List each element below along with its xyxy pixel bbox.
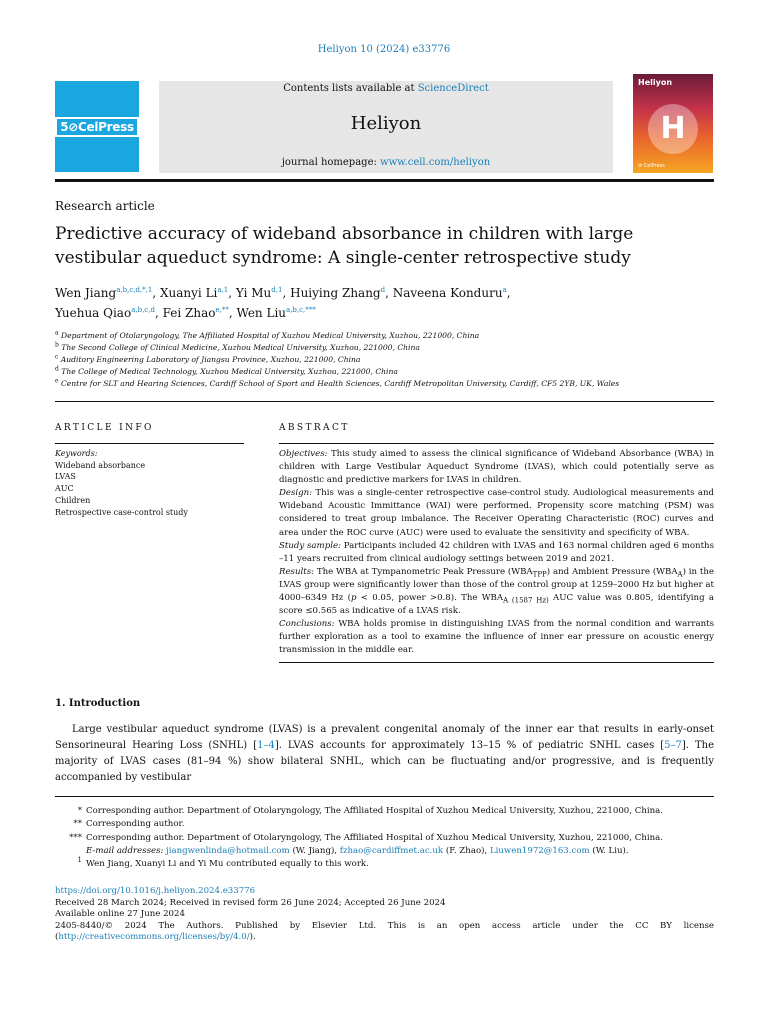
section-rule	[55, 401, 714, 402]
license-link[interactable]: http://creativecommons.org/licenses/by/4.0/	[58, 932, 250, 943]
keyword: Wideband absorbance	[55, 460, 146, 470]
doi-link[interactable]: https://doi.org/10.1016/j.heliyon.2024.e33776	[55, 886, 256, 896]
license-statement: 2405-8440/© 2024 The Authors. Published by Elsevier Ltd. This is an open access article under the CC BY license (http://creativecommons.org/licenses/by/4.0/).	[55, 920, 714, 943]
reference-link[interactable]: 1–4	[257, 740, 275, 751]
author[interactable]: Naveena Konduru$^a$	[392, 286, 507, 300]
cellpress-logo-text: 5⊘CelPress	[55, 117, 139, 137]
author[interactable]: Xuanyi Li$^{a,1}$	[160, 286, 229, 300]
author-list: Wen Jiang$^{a,b,c,d,*,1}$, Xuanyi Li$^{a,1}$, Yi Mu$^{d,1}$, Huiying Zhang$^d$, Naveena Konduru$^a$, Yuehua Qiao$^{a,b,c,d}$, Fei Zhao$^{e,**}$, Wen Liu$^{a,b,c,***}$	[55, 286, 511, 320]
author[interactable]: Wen Jiang$^{a,b,c,d,*,1}$	[55, 286, 153, 300]
section-heading-introduction: 1. Introduction	[55, 698, 141, 709]
affiliation: $^d$ The College of Medical Technology, Xuzhou Medical University, Xuzhou, 221000, China	[55, 365, 398, 376]
author[interactable]: Yi Mu$^{d,1}$	[235, 286, 283, 300]
footnote: $^1$ Wen Jiang, Xuanyi Li and Yi Mu contributed equally to this work.	[77, 856, 369, 870]
article-info-rule	[55, 443, 244, 444]
cellpress-logo[interactable]	[55, 81, 139, 172]
keyword: Retrospective case-control study	[55, 507, 188, 517]
reference-link[interactable]: 5–7	[664, 740, 682, 751]
cover-footer: ⊘ CelPress	[638, 163, 665, 169]
article-type: Research article	[55, 199, 155, 213]
keyword: AUC	[55, 484, 74, 494]
author[interactable]: Huiying Zhang$^d$	[290, 286, 386, 300]
abstract-text	[279, 448, 714, 658]
introduction-paragraph: Large vestibular aqueduct syndrome (LVAS) is a prevalent congenital anomaly of the inner ear that results in early-onset Sensorineural Hearing Loss (SNHL) [1–4]. LVAS accounts for approximately 13–15 % of pediatric SNHL cases [5–7]. The majority of LVAS cases (81–94 %) show bilateral SNHL, which can be fluctuating and/or progressive, and is frequently accompanied by vestibular	[55, 724, 714, 783]
sciencedirect-link[interactable]: ScienceDirect	[417, 83, 489, 94]
abstract-objectives: Objectives: This study aimed to assess the clinical significance of Wideband Absorbance (WBA) in children with Large Vestibular Aqueduct Syndrome (LVAS), which could potentially serve as diagnostic and predictive markers for LVAS in children.	[279, 449, 714, 486]
footnote: *** Corresponding author. Department of Otolaryngology, The Affiliated Hospital of Xuzhou Medical University, Xuzhou, 221000, China.	[69, 832, 663, 843]
journal-name: Heliyon	[350, 113, 422, 134]
abstract-results: Results: The WBA at Tympanometric Peak Pressure $(WBA_{TPP})$ and Ambient Pressure $(WBA_A)$ in the LVAS group were significantly lower than those of the control group at 1259–2000 Hz but higher at 4000–6349 Hz (p < 0.05, power >0.8). The $WBA_{A (1587 Hz)}$ AUC value was 0.805, identifying a score ≤0.565 as indicative of a LVAS risk.	[279, 566, 714, 617]
history-dates: Received 28 March 2024; Received in revised form 26 June 2024; Accepted 26 June 2024	[55, 897, 446, 908]
author[interactable]: Wen Liu$^{a,b,c,***}$	[236, 306, 316, 320]
running-head[interactable]: Heliyon 10 (2024) e33776	[317, 44, 451, 55]
email-link[interactable]: fzhao@cardiffmet.ac.uk	[339, 845, 444, 856]
homepage-line: journal homepage: www.cell.com/heliyon	[281, 157, 491, 168]
email-link[interactable]: Liuwen1972@163.com	[489, 845, 590, 856]
affiliation: $^c$ Auditory Engineering Laboratory of Jiangsu Province, Xuzhou, 221000, China	[55, 353, 361, 364]
abstract-end-rule	[279, 662, 714, 663]
affiliation: $^a$ Department of Otolaryngology, The Affiliated Hospital of Xuzhou Medical University, Xuzhou, 221000, China	[55, 329, 480, 340]
header-rule	[55, 179, 714, 182]
footnote: ** Corresponding author.	[73, 819, 185, 830]
keywords-label: Keywords:	[55, 449, 98, 458]
affiliation: $^b$ The Second College of Clinical Medicine, Xuzhou Medical University, Xuzhou, 221000, China	[55, 341, 420, 352]
keyword: Children	[55, 495, 91, 505]
homepage-link[interactable]: www.cell.com/heliyon	[380, 157, 491, 168]
footnote-emails: E-mail addresses: jiangwenlinda@hotmail.com (W. Jiang), fzhao@cardiffmet.ac.uk (F. Zhao), Liuwen1972@163.com (W. Liu).	[86, 845, 629, 856]
abstract-sample: Study sample: Participants included 42 children with LVAS and 163 normal children aged 6 months –11 years recruited from clinical audiology settings between 2019 and 2021.	[279, 540, 714, 564]
article-info-heading: ARTICLE INFO	[55, 423, 154, 433]
abstract-rule	[279, 443, 714, 444]
abstract-heading: ABSTRACT	[279, 423, 350, 433]
footnotes	[60, 805, 710, 871]
cover-h-logo: H	[648, 104, 698, 154]
email-link[interactable]: jiangwenlinda@hotmail.com	[166, 845, 290, 856]
author[interactable]: Yuehua Qiao$^{a,b,c,d}$	[55, 306, 155, 320]
keyword: LVAS	[55, 472, 76, 482]
article-title: Predictive accuracy of wideband absorbance in children with large vestibular aqueduct syndrome: A single-center retrospective study	[55, 224, 634, 268]
contents-line: Contents lists available at ScienceDirect	[283, 83, 489, 94]
abstract-design: Design: This was a single-center retrospective case-control study. Audiological measurements and Wideband Acoustic Immittance (WAI) were performed. Propensity score matching (PSM) was considered to treat group imbalance. The Receiver Operating Characteristic (ROC) curves and area under the ROC curve (AUC) were used to evaluate the sensitivity and specificity of WBA.	[279, 488, 714, 538]
affiliation: $^e$ Centre for SLT and Hearing Sciences, Cardiff School of Sport and Health Sciences, Cardiff Metropolitan University, Cardiff, CF5 2YB, UK, Wales	[55, 377, 620, 388]
available-online: Available online 27 June 2024	[55, 909, 185, 920]
journal-cover[interactable]	[633, 74, 713, 173]
footnote: * Corresponding author. Department of Otolaryngology, The Affiliated Hospital of Xuzhou Medical University, Xuzhou, 221000, China.	[77, 806, 663, 816]
cover-title: Heliyon	[638, 78, 673, 87]
affiliations	[55, 330, 715, 390]
keywords-block	[55, 448, 255, 518]
footnote-rule	[55, 796, 714, 797]
article-metadata	[55, 886, 714, 944]
abstract-conclusions: Conclusions: WBA holds promise in distinguishing LVAS from the normal condition and warrants further exploration as a tool to examine the influence of inner ear pressure on acoustic energy transmission in the middle ear.	[279, 619, 714, 656]
author[interactable]: Fei Zhao$^{e,**}$	[162, 306, 229, 320]
